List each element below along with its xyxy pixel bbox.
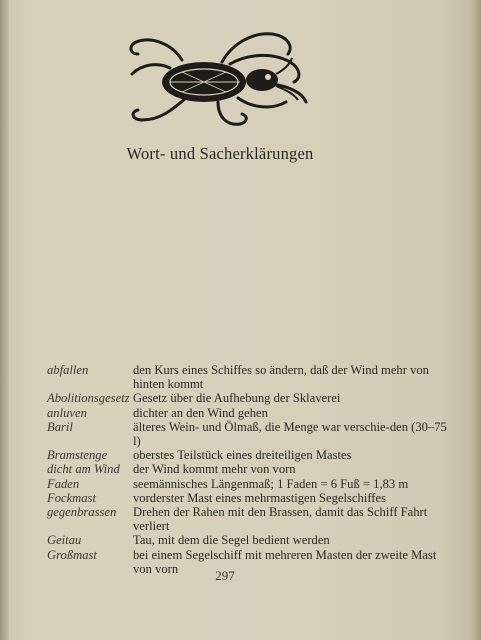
glossary-term: Bramstenge [47, 448, 108, 463]
glossary-definition: Tau, mit dem die Segel bedient werden [133, 533, 330, 548]
glossary-term: Großmast [47, 547, 97, 562]
glossary-entry [47, 448, 447, 462]
glossary-definition: älteres Wein- und Ölmaß, die Menge war verschie-den (30–75 l) [133, 419, 447, 449]
glossary-term: abfallen [47, 363, 89, 377]
glossary-term: Baril [47, 419, 73, 434]
beetle-ornament-icon [122, 24, 312, 134]
glossary-term: gegenbrassen [47, 505, 117, 520]
glossary-entry [47, 505, 447, 533]
page-number: 297 [215, 568, 235, 583]
glossary-definition: bei einem Segelschiff mit mehreren Masten der zweite Mast von vorn [133, 547, 437, 576]
glossary-entry [47, 533, 447, 547]
glossary-definition: Drehen der Rahen mit den Brassen, damit das Schiff Fahrt verliert [133, 505, 428, 534]
glossary-entry [47, 391, 447, 405]
glossary-definition: den Kurs eines Schiffes so ändern, daß der Wind mehr von hinten kommt [133, 363, 429, 392]
glossary-definition: dichter an den Wind gehen [133, 405, 268, 420]
glossary-term: Fockmast [47, 490, 96, 505]
glossary-definition: oberstes Teilstück eines dreiteiligen Mastes [133, 448, 352, 463]
glossary-definition: seemännisches Längenmaß; 1 Faden = 6 Fuß = 1,83 m [133, 476, 409, 491]
page-gutter-shadow [0, 0, 9, 640]
glossary-entry [47, 477, 447, 491]
glossary-entry [47, 363, 447, 391]
glossary-definition: der Wind kommt mehr von vorn [133, 462, 296, 477]
glossary-term: Geitau [47, 533, 82, 548]
glossary-definition: Gesetz über die Aufhebung der Sklaverei [133, 391, 341, 406]
glossary-term: Abolitionsgesetz [47, 391, 130, 406]
glossary-term: dicht am Wind [47, 462, 120, 477]
page-title: Wort- und Sacherklärungen [126, 144, 314, 163]
glossary-entry [47, 462, 447, 476]
glossary-definition: vorderster Mast eines mehrmastigen Segelschiffes [133, 490, 386, 505]
glossary-entry [47, 420, 447, 448]
glossary-term: anluven [47, 405, 87, 420]
glossary-list [47, 363, 447, 576]
glossary-entry [47, 491, 447, 505]
glossary-term: Faden [47, 476, 80, 491]
glossary-entry [47, 406, 447, 420]
